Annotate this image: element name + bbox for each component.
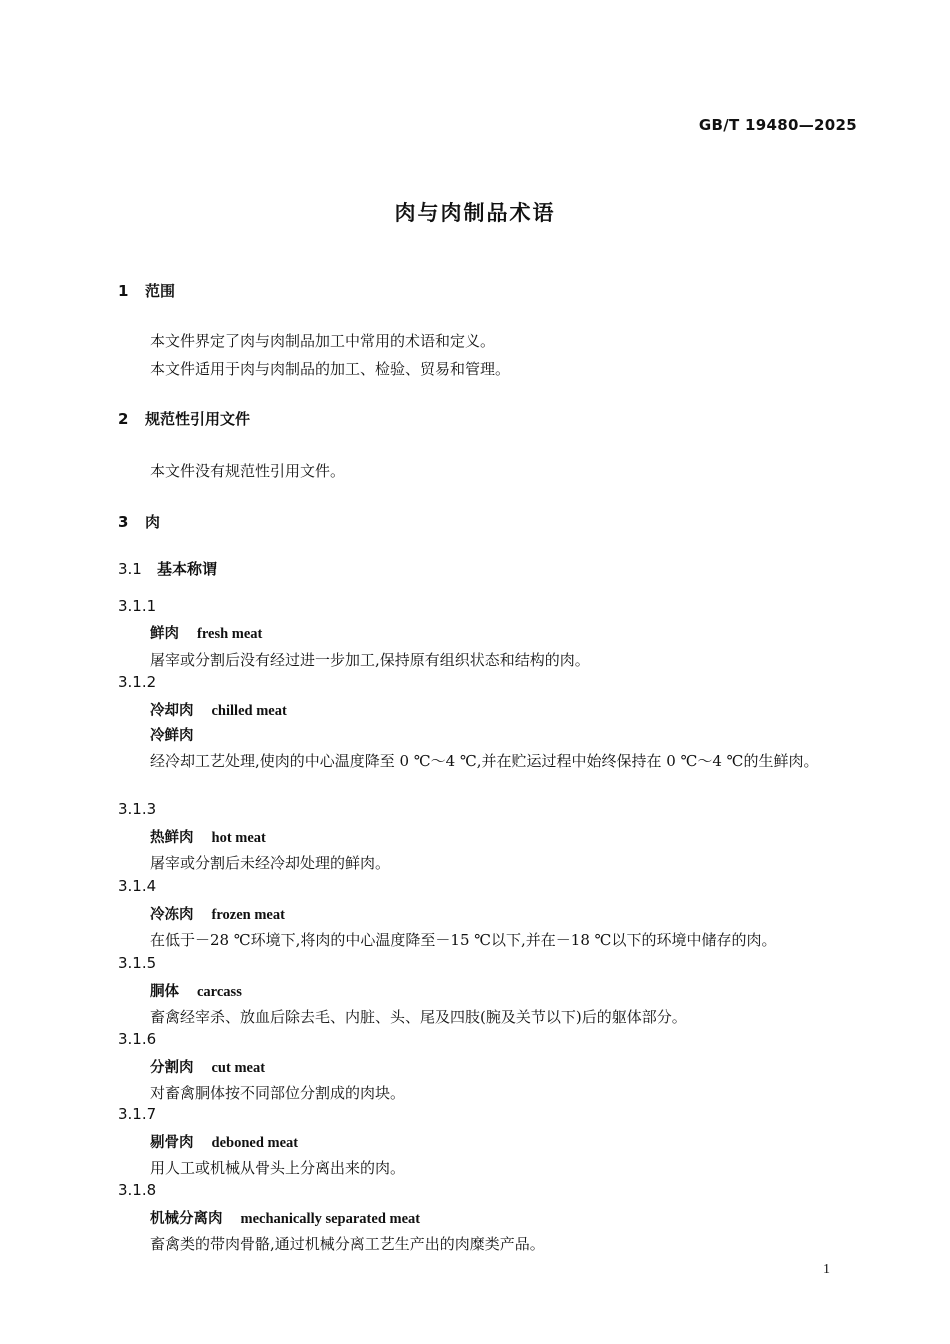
term-heading	[150, 1131, 298, 1152]
term-heading	[150, 1056, 265, 1077]
term-definition: 屠宰或分割后未经冷却处理的鲜肉。	[150, 854, 391, 872]
section-1-heading	[118, 280, 175, 301]
term-zh: 热鲜肉	[150, 830, 194, 846]
section-2-heading	[118, 408, 250, 429]
term-definition: 经冷却工艺处理,使肉的中心温度降至 0 ℃～4 ℃,并在贮运过程中始终保持在 0 ℃～4 ℃的生鲜肉。	[150, 752, 819, 770]
term-en: frozen meat	[211, 907, 285, 923]
section-3-heading	[118, 511, 160, 532]
section-3-1-heading	[118, 558, 217, 579]
term-heading	[150, 699, 287, 720]
term-zh: 分割肉	[150, 1060, 194, 1076]
term-zh: 机械分离肉	[150, 1211, 223, 1227]
term-zh: 冷冻肉	[150, 907, 194, 923]
scope-paragraph-1: 本文件界定了肉与肉制品加工中常用的术语和定义。	[150, 332, 496, 350]
scope-paragraph-2: 本文件适用于肉与肉制品的加工、检验、贸易和管理。	[150, 360, 511, 378]
document-title: 肉与肉制品术语	[394, 201, 556, 225]
term-synonym	[150, 724, 194, 745]
term-en: fresh meat	[197, 626, 263, 642]
term-number: 3.1.2	[118, 673, 157, 691]
term-definition: 用人工或机械从骨头上分离出来的肉。	[150, 1159, 406, 1177]
term-definition: 畜禽类的带肉骨骼,通过机械分离工艺生产出的肉糜类产品。	[150, 1235, 545, 1253]
term-heading	[150, 980, 242, 1001]
section-number: 3.1	[118, 560, 142, 578]
term-definition: 畜禽经宰杀、放血后除去毛、内脏、头、尾及四肢(腕及关节以下)后的躯体部分。	[150, 1008, 687, 1026]
term-zh: 冷却肉	[150, 703, 194, 719]
term-heading	[150, 903, 285, 924]
term-number: 3.1.4	[118, 877, 157, 895]
term-number: 3.1.1	[118, 597, 157, 615]
term-definition: 对畜禽胴体按不同部位分割成的肉块。	[150, 1084, 406, 1102]
section-title: 肉	[145, 513, 161, 531]
term-en: carcass	[197, 984, 242, 1000]
section-number: 3	[118, 513, 129, 531]
term-number: 3.1.8	[118, 1181, 157, 1199]
term-zh: 胴体	[150, 984, 179, 1000]
term-en: hot meat	[211, 830, 266, 846]
term-en: mechanically separated meat	[240, 1211, 421, 1227]
term-en: chilled meat	[211, 703, 287, 719]
term-alt-zh: 冷鲜肉	[150, 728, 194, 744]
normative-paragraph: 本文件没有规范性引用文件。	[150, 462, 346, 480]
section-title: 规范性引用文件	[145, 410, 251, 428]
section-number: 1	[118, 282, 129, 300]
term-zh: 鲜肉	[150, 626, 179, 642]
term-heading	[150, 1207, 420, 1228]
term-number: 3.1.6	[118, 1030, 157, 1048]
section-title: 基本称谓	[157, 560, 218, 578]
term-heading	[150, 826, 266, 847]
term-number: 3.1.7	[118, 1105, 157, 1123]
term-definition: 在低于－28 ℃环境下,将肉的中心温度降至－15 ℃以下,并在－18 ℃以下的环境中储存的肉。	[150, 931, 777, 949]
term-number: 3.1.3	[118, 800, 157, 818]
section-number: 2	[118, 410, 129, 428]
term-en: cut meat	[211, 1060, 266, 1076]
term-en: deboned meat	[211, 1135, 299, 1151]
document-code: GB/T 19480—2025	[698, 116, 857, 134]
term-definition: 屠宰或分割后没有经过进一步加工,保持原有组织状态和结构的肉。	[150, 651, 590, 669]
page-number: 1	[823, 1262, 830, 1277]
section-title: 范围	[145, 282, 176, 300]
term-number: 3.1.5	[118, 954, 157, 972]
term-zh: 剔骨肉	[150, 1135, 194, 1151]
term-heading	[150, 622, 262, 643]
